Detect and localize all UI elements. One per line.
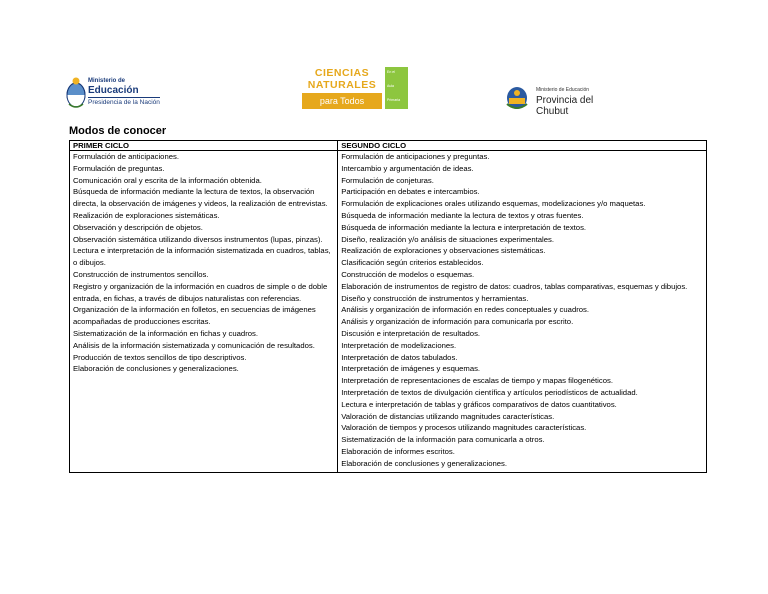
list-item: Participación en debates e intercambios. — [341, 187, 480, 197]
section-title: Modos de conocer — [69, 125, 167, 137]
list-item: Interpretación de representaciones de escalas de tiempo y mapas filogenéticos. — [341, 376, 613, 386]
list-item: Elaboración de instrumentos de registro de datos: cuadros, tablas comparativas, esquemas y dibujos. — [341, 281, 688, 291]
logo-center-side2: Aula — [387, 84, 395, 88]
list-item: Diseño, realización y/o análisis de situaciones experimentales. — [341, 234, 554, 244]
list-item: Interpretación de modelizaciones. — [341, 340, 457, 350]
logo-right-line1: Ministerio de Educación — [536, 87, 590, 93]
list-item: Análisis y organización de información para comunicarla por escrito. — [341, 317, 574, 327]
chubut-logo — [505, 84, 615, 117]
list-item: Elaboración de conclusiones y generalizaciones. — [341, 458, 507, 468]
modos-de-conocer-table — [69, 140, 707, 473]
list-item: Formulación de explicaciones orales utilizando esquemas, modelizaciones y/o maquetas. — [341, 199, 646, 209]
logo-center-side1: En el — [387, 70, 395, 74]
list-item: Formulación de conjeturas. — [341, 175, 434, 185]
list-item: Registro y organización de la información en cuadros de simple o de doble entrada, en fichas, a través de dibujos naturalistas con referencias. — [73, 281, 328, 303]
list-item: Comunicación oral y escrita de la información obtenida. — [73, 175, 262, 185]
list-item: Formulación de anticipaciones. — [73, 152, 179, 161]
chubut-emblem-icon — [505, 84, 529, 110]
list-item: Análisis de la información sistematizada y comunicación de resultados. — [73, 340, 315, 350]
logo-left-line3: Presidencia de la Nación — [88, 99, 160, 106]
list-item: Búsqueda de información mediante la lectura de textos y otras fuentes. — [341, 210, 584, 220]
list-item: Organización de la información en folletos, en secuencias de imágenes acompañadas de producciones escritas. — [73, 305, 316, 327]
list-item: Análisis y organización de información en redes conceptuales y cuadros. — [341, 305, 590, 315]
list-item: Intercambio y argumentación de ideas. — [341, 163, 474, 173]
list-item: Construcción de instrumentos sencillos. — [73, 269, 209, 279]
list-item: Diseño y construcción de instrumentos y herramientas. — [341, 293, 529, 303]
logo-center-side3: Primaria — [387, 98, 401, 102]
segundo-ciclo-cell — [338, 151, 707, 473]
list-item: Valoración de tiempos y procesos utilizando magnitudes características. — [341, 423, 587, 433]
logo-left-line2: Educación — [88, 85, 139, 96]
list-item: Clasificación según criterios establecidos. — [341, 258, 484, 268]
logo-center-line1: CIENCIAS — [314, 67, 370, 79]
list-item: Observación y descripción de objetos. — [73, 222, 203, 232]
list-item: Sistematización de la información para comunicarla a otros. — [341, 435, 545, 445]
table-header-row — [70, 141, 707, 151]
list-item: Formulación de anticipaciones y preguntas. — [341, 152, 490, 161]
list-item: Elaboración de informes escritos. — [341, 446, 455, 456]
list-item: Realización de exploraciones sistemáticas. — [73, 210, 220, 220]
list-item: Interpretación de textos de divulgación científica y artículos periodísticos de actualidad. — [341, 387, 638, 397]
list-item: Realización de exploraciones y observaciones sistemáticas. — [341, 246, 546, 256]
logo-left-line1: Ministerio de — [88, 78, 126, 84]
list-item: Producción de textos sencillos de tipo descriptivos. — [73, 352, 247, 362]
list-item: Valoración de distancias utilizando magnitudes características. — [341, 411, 555, 421]
logo-center-line2: NATURALES — [307, 79, 377, 91]
primer-ciclo-cell — [70, 151, 338, 473]
list-item: Búsqueda de información mediante la lectura de textos, la observación directa, la observación de imágenes y videos, la realización de entrevistas. — [73, 187, 328, 209]
list-item: Interpretación de datos tabulados. — [341, 352, 458, 362]
logo-center-green-block — [385, 67, 408, 109]
list-item: Discusión e interpretación de resultados. — [341, 328, 481, 338]
list-item: Construcción de modelos o esquemas. — [341, 269, 475, 279]
ciencias-naturales-logo — [302, 67, 408, 111]
logo-right-line2: Provincia del Chubut — [536, 95, 594, 117]
list-item: Lectura e interpretación de la información sistematizada en cuadros, tablas, o dibujos. — [73, 246, 331, 268]
list-item: Búsqueda de información mediante la lectura e interpretación de textos. — [341, 222, 587, 232]
list-item: Formulación de preguntas. — [73, 163, 165, 173]
list-item: Elaboración de conclusiones y generalizaciones. — [73, 364, 239, 374]
ministerio-educacion-logo — [66, 76, 161, 112]
logo-center-line3: para Todos — [302, 93, 382, 109]
list-item: Sistematización de la información en fichas y cuadros. — [73, 328, 259, 338]
argentina-shield-icon — [66, 76, 86, 110]
table-body-row — [70, 151, 707, 473]
header-primer-ciclo: PRIMER CICLO — [70, 141, 338, 151]
list-item: Interpretación de imágenes y esquemas. — [341, 364, 481, 374]
list-item: Observación sistemática utilizando diversos instrumentos (lupas, pinzas). — [73, 234, 323, 244]
list-item: Lectura e interpretación de tablas y gráficos comparativos de datos cuantitativos. — [341, 399, 617, 409]
header-segundo-ciclo: SEGUNDO CICLO — [338, 141, 707, 151]
